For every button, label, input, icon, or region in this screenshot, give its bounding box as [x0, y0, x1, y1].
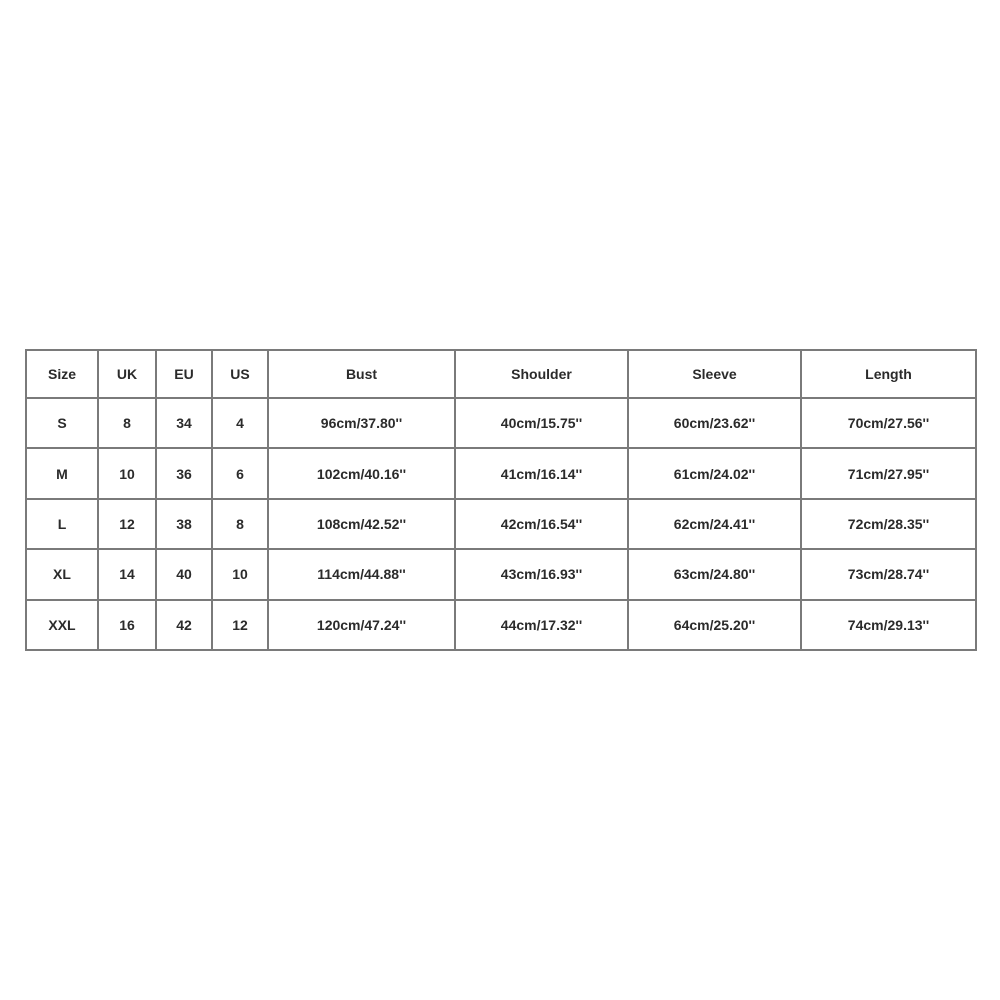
- cell-eu: 34: [156, 398, 212, 448]
- cell-size: XL: [26, 549, 98, 599]
- cell-uk: 14: [98, 549, 156, 599]
- column-header-size: Size: [26, 350, 98, 398]
- cell-size: S: [26, 398, 98, 448]
- cell-length: 73cm/28.74'': [801, 549, 976, 599]
- size-chart-table: [25, 349, 977, 651]
- header-row: [26, 350, 976, 398]
- cell-shoulder: 43cm/16.93'': [455, 549, 628, 599]
- cell-bust: 114cm/44.88'': [268, 549, 455, 599]
- column-header-sleeve: Sleeve: [628, 350, 801, 398]
- column-header-shoulder: Shoulder: [455, 350, 628, 398]
- cell-bust: 108cm/42.52'': [268, 499, 455, 549]
- cell-eu: 42: [156, 600, 212, 650]
- column-header-eu: EU: [156, 350, 212, 398]
- cell-size: L: [26, 499, 98, 549]
- table-row: [26, 549, 976, 599]
- cell-us: 12: [212, 600, 268, 650]
- cell-bust: 102cm/40.16'': [268, 448, 455, 498]
- cell-sleeve: 63cm/24.80'': [628, 549, 801, 599]
- cell-shoulder: 41cm/16.14'': [455, 448, 628, 498]
- cell-us: 8: [212, 499, 268, 549]
- cell-shoulder: 42cm/16.54'': [455, 499, 628, 549]
- cell-us: 6: [212, 448, 268, 498]
- column-header-length: Length: [801, 350, 976, 398]
- cell-size: XXL: [26, 600, 98, 650]
- column-header-uk: UK: [98, 350, 156, 398]
- cell-bust: 120cm/47.24'': [268, 600, 455, 650]
- table-row: [26, 600, 976, 650]
- cell-length: 72cm/28.35'': [801, 499, 976, 549]
- cell-sleeve: 61cm/24.02'': [628, 448, 801, 498]
- column-header-bust: Bust: [268, 350, 455, 398]
- cell-eu: 38: [156, 499, 212, 549]
- cell-us: 10: [212, 549, 268, 599]
- cell-uk: 16: [98, 600, 156, 650]
- cell-size: M: [26, 448, 98, 498]
- cell-shoulder: 44cm/17.32'': [455, 600, 628, 650]
- table-row: [26, 499, 976, 549]
- cell-us: 4: [212, 398, 268, 448]
- cell-uk: 8: [98, 398, 156, 448]
- cell-sleeve: 64cm/25.20'': [628, 600, 801, 650]
- cell-eu: 40: [156, 549, 212, 599]
- cell-length: 70cm/27.56'': [801, 398, 976, 448]
- cell-uk: 10: [98, 448, 156, 498]
- cell-sleeve: 60cm/23.62'': [628, 398, 801, 448]
- table-row: [26, 448, 976, 498]
- cell-bust: 96cm/37.80'': [268, 398, 455, 448]
- cell-shoulder: 40cm/15.75'': [455, 398, 628, 448]
- cell-eu: 36: [156, 448, 212, 498]
- cell-length: 71cm/27.95'': [801, 448, 976, 498]
- table-row: [26, 398, 976, 448]
- column-header-us: US: [212, 350, 268, 398]
- cell-sleeve: 62cm/24.41'': [628, 499, 801, 549]
- cell-length: 74cm/29.13'': [801, 600, 976, 650]
- cell-uk: 12: [98, 499, 156, 549]
